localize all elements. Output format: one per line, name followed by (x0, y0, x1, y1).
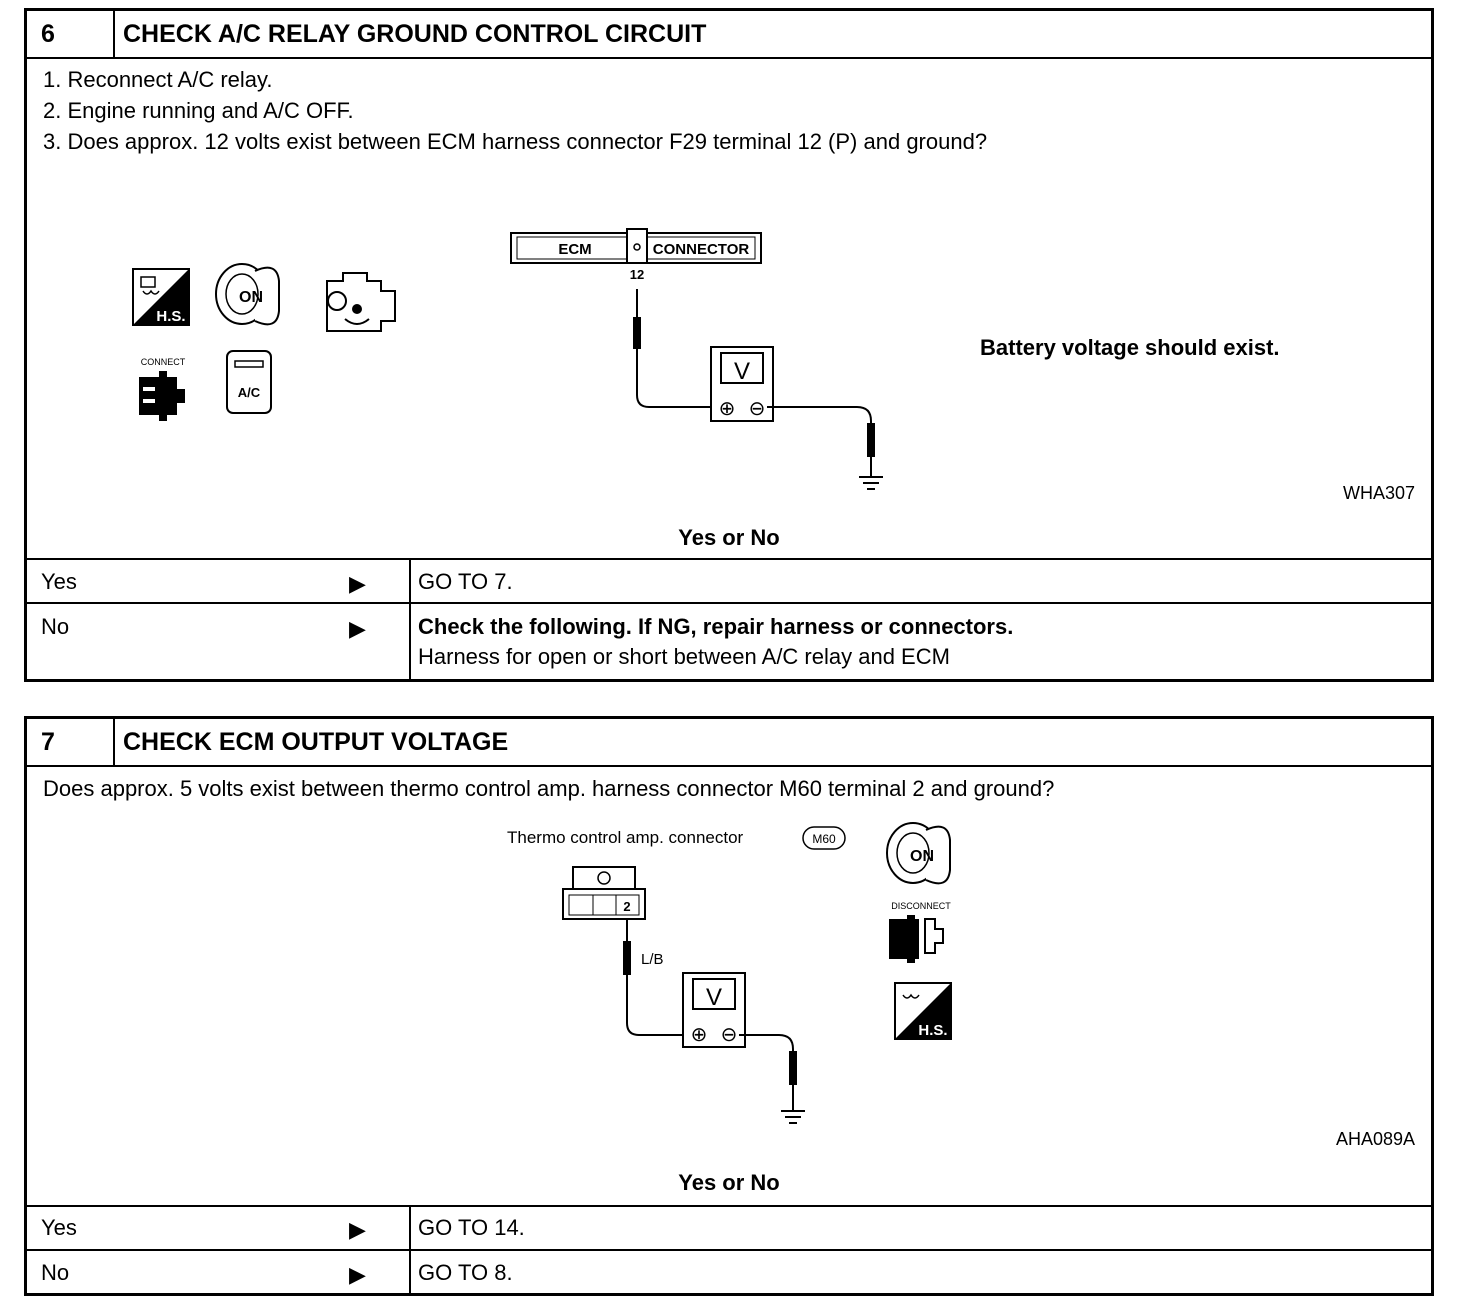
voltmeter (683, 973, 745, 1047)
svg-text:ON: ON (239, 289, 263, 306)
instruction-line: 1. Reconnect A/C relay. (43, 67, 273, 92)
row-divider (27, 1205, 1431, 1207)
wiring-diagram (27, 815, 1431, 1145)
svg-text:⊕: ⊕ (690, 1024, 708, 1046)
svg-text:⊖: ⊖ (748, 398, 766, 420)
svg-text:⊕: ⊕ (718, 398, 736, 420)
hot-start-icon (133, 269, 189, 325)
step-title: CHECK ECM OUTPUT VOLTAGE (123, 728, 509, 756)
yes-or-no-label: Yes or No (678, 1170, 780, 1195)
svg-text:ECM: ECM (558, 241, 592, 258)
row-divider (27, 558, 1431, 560)
arrow-icon: ▶ (349, 616, 366, 641)
connect-icon (139, 357, 186, 421)
instruction-line: 2. Engine running and A/C OFF. (43, 98, 354, 123)
step-number: 6 (27, 11, 115, 57)
svg-text:CONNECTOR: CONNECTOR (652, 241, 750, 258)
ac-switch-icon (227, 351, 271, 413)
hot-start-icon (895, 983, 951, 1039)
disconnect-icon (889, 901, 951, 963)
column-divider (409, 1205, 411, 1293)
instruction-line: 3. Does approx. 12 volts exist between ECM harness connector F29 terminal 12 (P) and ground? (43, 129, 988, 154)
ignition-on-icon (887, 823, 950, 883)
connector-id-badge (803, 827, 845, 849)
svg-text:H.S.: H.S. (918, 1022, 948, 1039)
no-action-detail: Harness for open or short between A/C relay and ECM (418, 644, 950, 669)
yes-label: Yes (41, 569, 77, 594)
svg-text:M60: M60 (812, 832, 836, 846)
arrow-icon: ▶ (349, 571, 366, 596)
svg-text:A/C: A/C (237, 385, 261, 400)
step-7-panel (24, 716, 1434, 1296)
svg-text:V: V (705, 984, 723, 1011)
figure-reference: WHA307 (1342, 483, 1415, 503)
row-divider (27, 602, 1431, 604)
arrow-icon: ▶ (349, 1262, 366, 1287)
yes-action: GO TO 14. (418, 1215, 525, 1240)
yes-label: Yes (41, 1215, 77, 1240)
step-6-panel (24, 8, 1434, 682)
step-number: 7 (27, 719, 115, 765)
svg-text:H.S.: H.S. (156, 308, 186, 325)
ground-symbol (859, 477, 883, 489)
step-header (27, 11, 1431, 59)
svg-text:12: 12 (629, 267, 645, 282)
no-action-heading: Check the following. If NG, repair harness or connectors. (418, 614, 1014, 639)
expected-result-note: Battery voltage should exist. (980, 335, 1280, 360)
thermo-control-connector (563, 867, 645, 919)
column-divider (409, 558, 411, 682)
instruction-line: Does approx. 5 volts exist between thermo control amp. harness connector M60 terminal 2 and ground? (43, 776, 1055, 801)
svg-text:CONNECT: CONNECT (140, 357, 186, 367)
svg-text:ON: ON (910, 848, 934, 865)
no-action: GO TO 8. (418, 1260, 513, 1285)
no-label: No (41, 1260, 70, 1285)
no-label: No (41, 614, 70, 639)
yes-action: GO TO 7. (418, 569, 513, 594)
svg-text:⊖: ⊖ (720, 1024, 738, 1046)
row-divider (27, 1249, 1431, 1251)
step-title: CHECK A/C RELAY GROUND CONTROL CIRCUIT (123, 20, 707, 48)
figure-reference: AHA089A (1335, 1129, 1415, 1149)
ignition-on-icon (216, 264, 279, 324)
step-header (27, 719, 1431, 767)
ecm-connector (511, 229, 761, 282)
arrow-icon: ▶ (349, 1217, 366, 1242)
svg-text:2: 2 (623, 899, 631, 914)
svg-text:DISCONNECT: DISCONNECT (891, 901, 951, 911)
svg-text:L/B: L/B (641, 951, 664, 968)
voltmeter (711, 347, 773, 421)
engine-running-icon (327, 273, 395, 331)
svg-text:V: V (733, 358, 751, 385)
svg-text:Thermo control amp. connector: Thermo control amp. connector (507, 828, 744, 847)
ground-symbol (781, 1111, 805, 1123)
yes-or-no-label: Yes or No (678, 525, 780, 550)
